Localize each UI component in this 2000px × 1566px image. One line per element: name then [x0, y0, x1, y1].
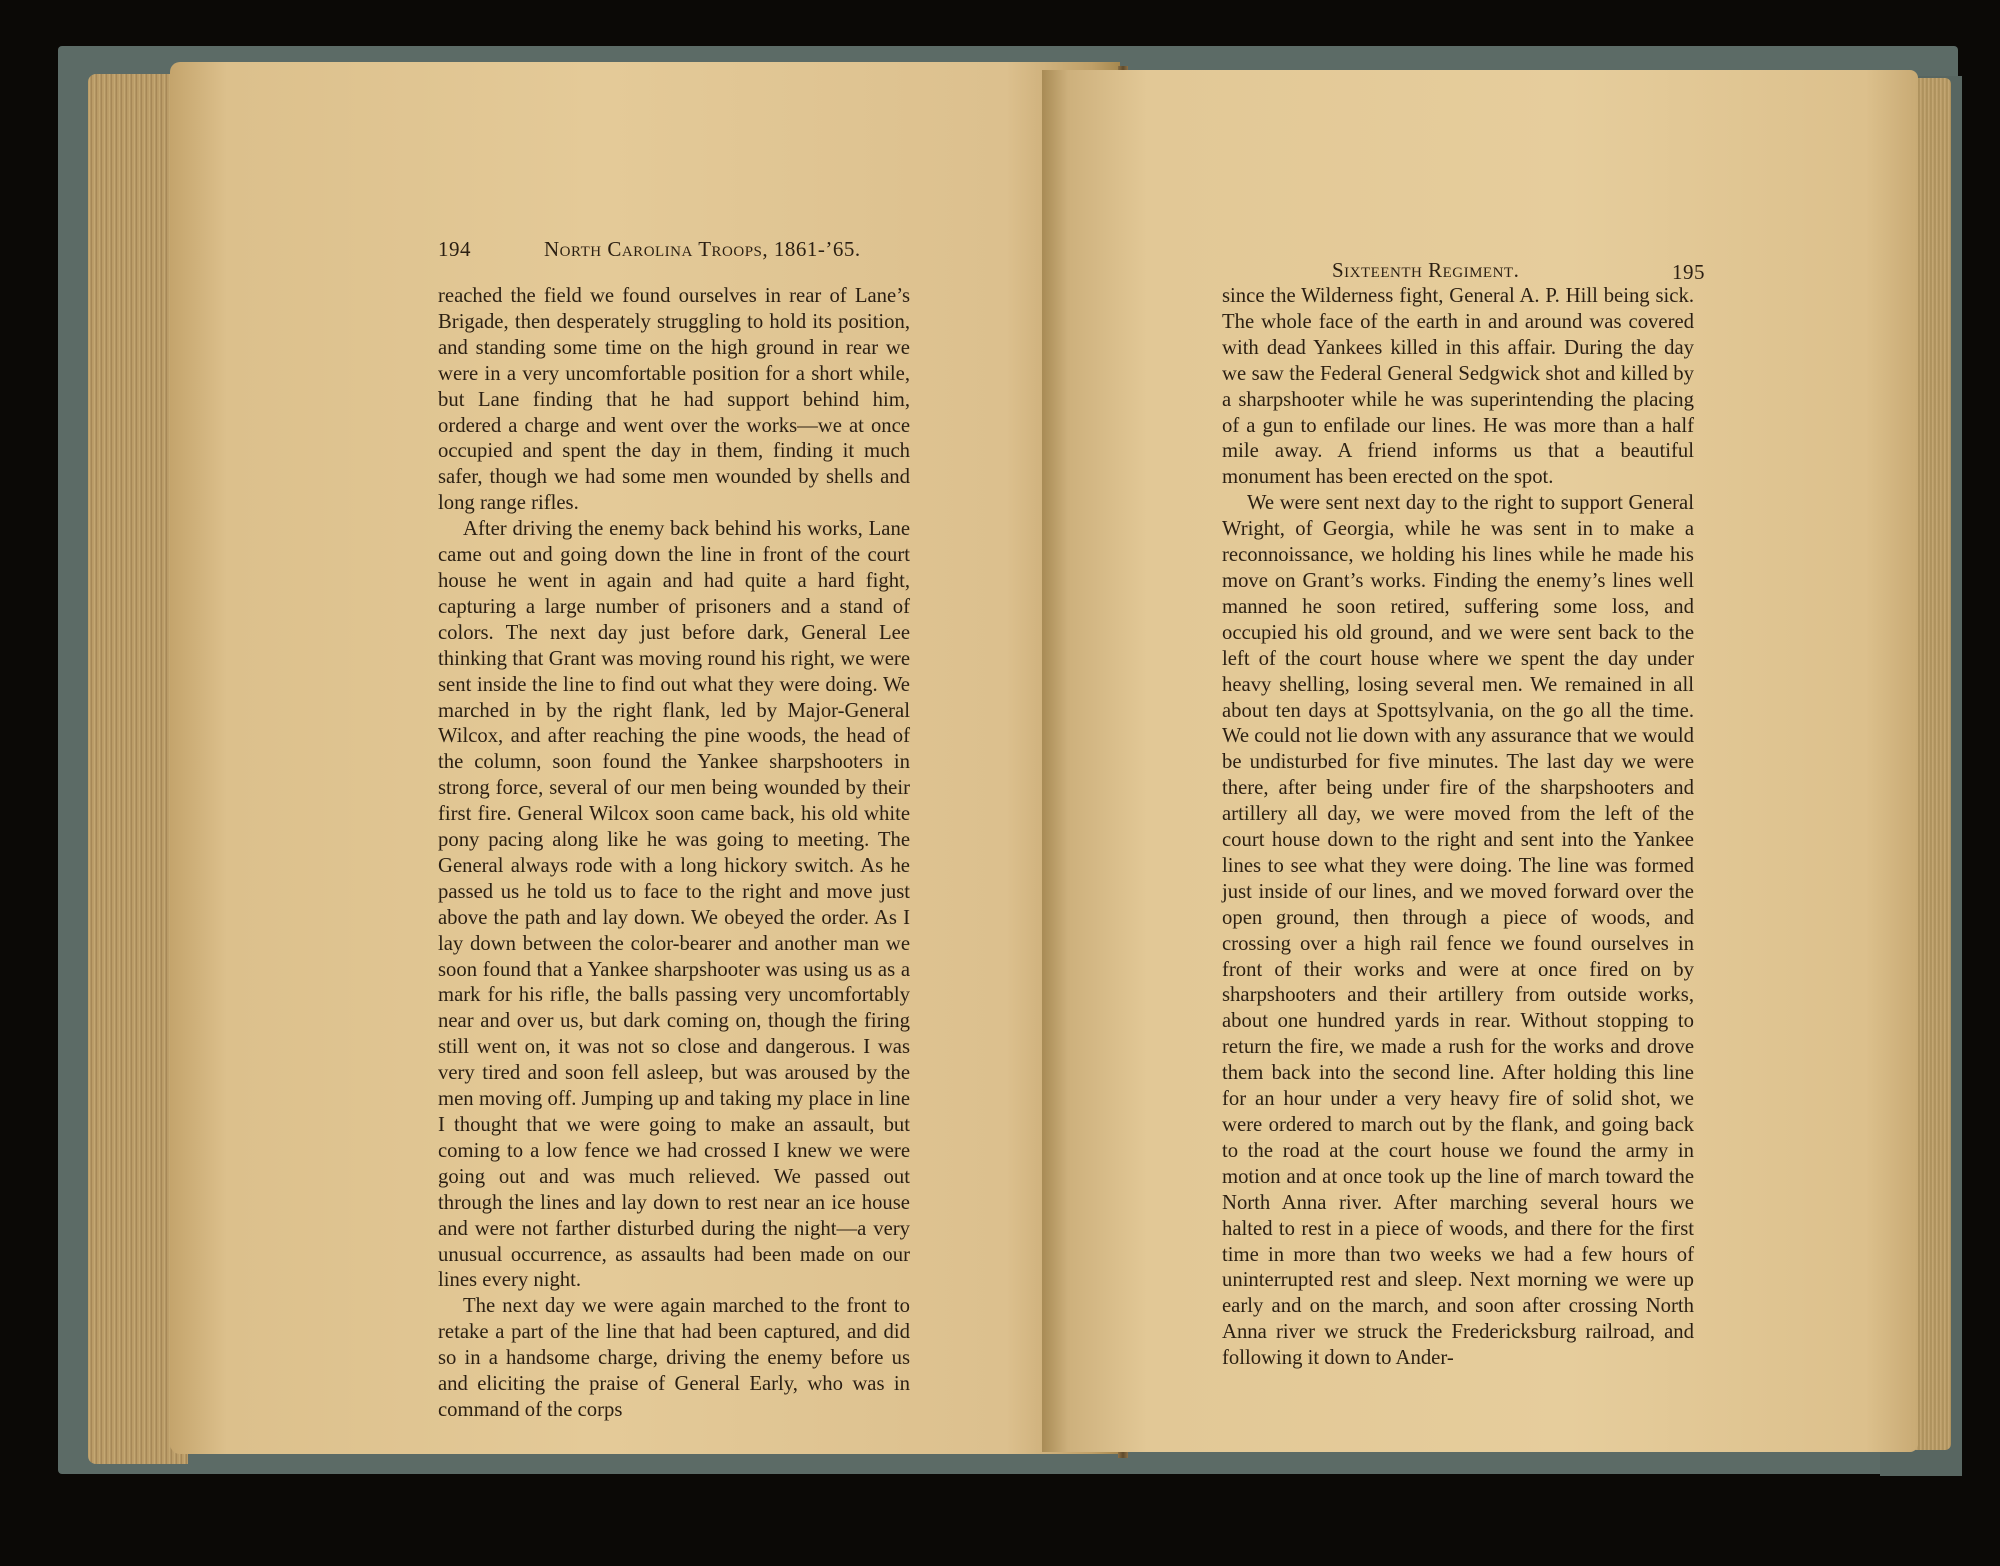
open-book — [78, 52, 1958, 1472]
paragraph: We were sent next day to the right to support General Wright, of Georgia, while he was sent in to make a reconnoissance, we holding his lines while he made his move on Grant’s works. Finding the enemy’s lines well manned he soon retired, suffering some loss, and occupied his old ground, and we were sent back to the left of the court house where we spent the day under heavy shelling, losing several men. We remained in all about ten days at Spottsylvania, on the go all the time. We could not lie down with any assurance that we would be undisturbed for five minutes. The last day we were there, after being under fire of the sharpshooters and artillery all day, we were moved from the left of the court house down to the right and sent into the Yankee lines to see what they were doing. The line was formed just inside of our lines, and we moved forward over the open ground, then through a piece of woods, and crossing over a high rail fence we found ourselves in front of their works and were at once fired on by sharpshooters and their artillery from outside works, about one hundred yards in rear. Without stopping to return the fire, we made a rush for the works and drove them back into the second line. After holding this line for an hour under a very heavy fire of solid shot, we were ordered to march out by the flank, and going back to the road at the court house we found the army in motion and at once took up the line of march toward the North Anna river. After marching several hours we halted to rest in a piece of woods, and there for the first time in more than two weeks we had a few hours of uninterrupted rest and sleep. Next morning we were up early and on the march, and soon after crossing North Anna river we struck the Fredericksburg railroad, and following it down to Ander- — [1222, 492, 1694, 1370]
right-page — [1042, 70, 1918, 1452]
right-running-head: Sixteenth Regiment. — [1332, 258, 1520, 282]
right-body-text — [1222, 284, 1694, 1372]
left-running-head: North Carolina Troops, 1861-’65. — [544, 237, 861, 261]
left-page-number: 194 — [438, 237, 471, 261]
paragraph: The next day we were again marched to the front to retake a part of the line that had been captured, and did so in a handsome charge, driving the enemy before us and eliciting the praise of General Early, who was in command of the corps — [438, 1295, 910, 1421]
paragraph: since the Wilderness fight, General A. P. Hill being sick. The whole face of the earth in and around was covered with dead Yankees killed in this affair. During the day we saw the Federal General Sedgwick shot and killed by a sharpshooter while he was superintending the placing of a gun to enfilade our lines. He was more than a half mile away. A friend informs us that a beautiful monument has been erected on the spot. — [1222, 285, 1694, 489]
left-page — [170, 62, 1120, 1454]
right-page-number: 195 — [1672, 260, 1705, 284]
left-body-text — [438, 284, 910, 1424]
paragraph: After driving the enemy back behind his works, Lane came out and going down the line in front of the court house he went in again and had quite a hard fight, capturing a large number of prisoners and a stand of colors. The next day just before dark, General Lee thinking that Grant was moving round his right, we were sent inside the line to find out what they were doing. We marched in by the right flank, led by Major-General Wilcox, and after reaching the pine woods, the head of the column, soon found the Yankee sharpshooters in strong force, several of our men being wounded by their first fire. General Wilcox soon came back, his old white pony pacing along like he was going to meeting. The General always rode with a long hickory switch. As he passed us he told us to face to the right and move just above the path and lay down. We obeyed the order. As I lay down between the color-bearer and another man we soon found that a Yankee sharpshooter was using us as a mark for his rifle, the balls passing very uncomfortably near and over us, but dark coming on, though the firing still went on, it was not so close and dangerous. I was very tired and soon fell asleep, but was aroused by the men moving off. Jumping up and taking my place in line I thought that we were going to make an assault, but coming to a low fence we had crossed I knew we were going out and was much relieved. We passed out through the lines and lay down to rest near an ice house and were not farther disturbed during the night—a very unusual occurrence, as assaults had been made on our lines every night. — [438, 518, 910, 1292]
paragraph: reached the field we found ourselves in rear of Lane’s Brigade, then desperately struggling to hold its position, and standing some time on the high ground in rear we were in a very uncomfortable position for a short while, but Lane finding that he had support behind him, ordered a charge and went over the works—we at once occupied and spent the day in them, finding it much safer, though we had some men wounded by shells and long range rifles. — [438, 285, 910, 515]
